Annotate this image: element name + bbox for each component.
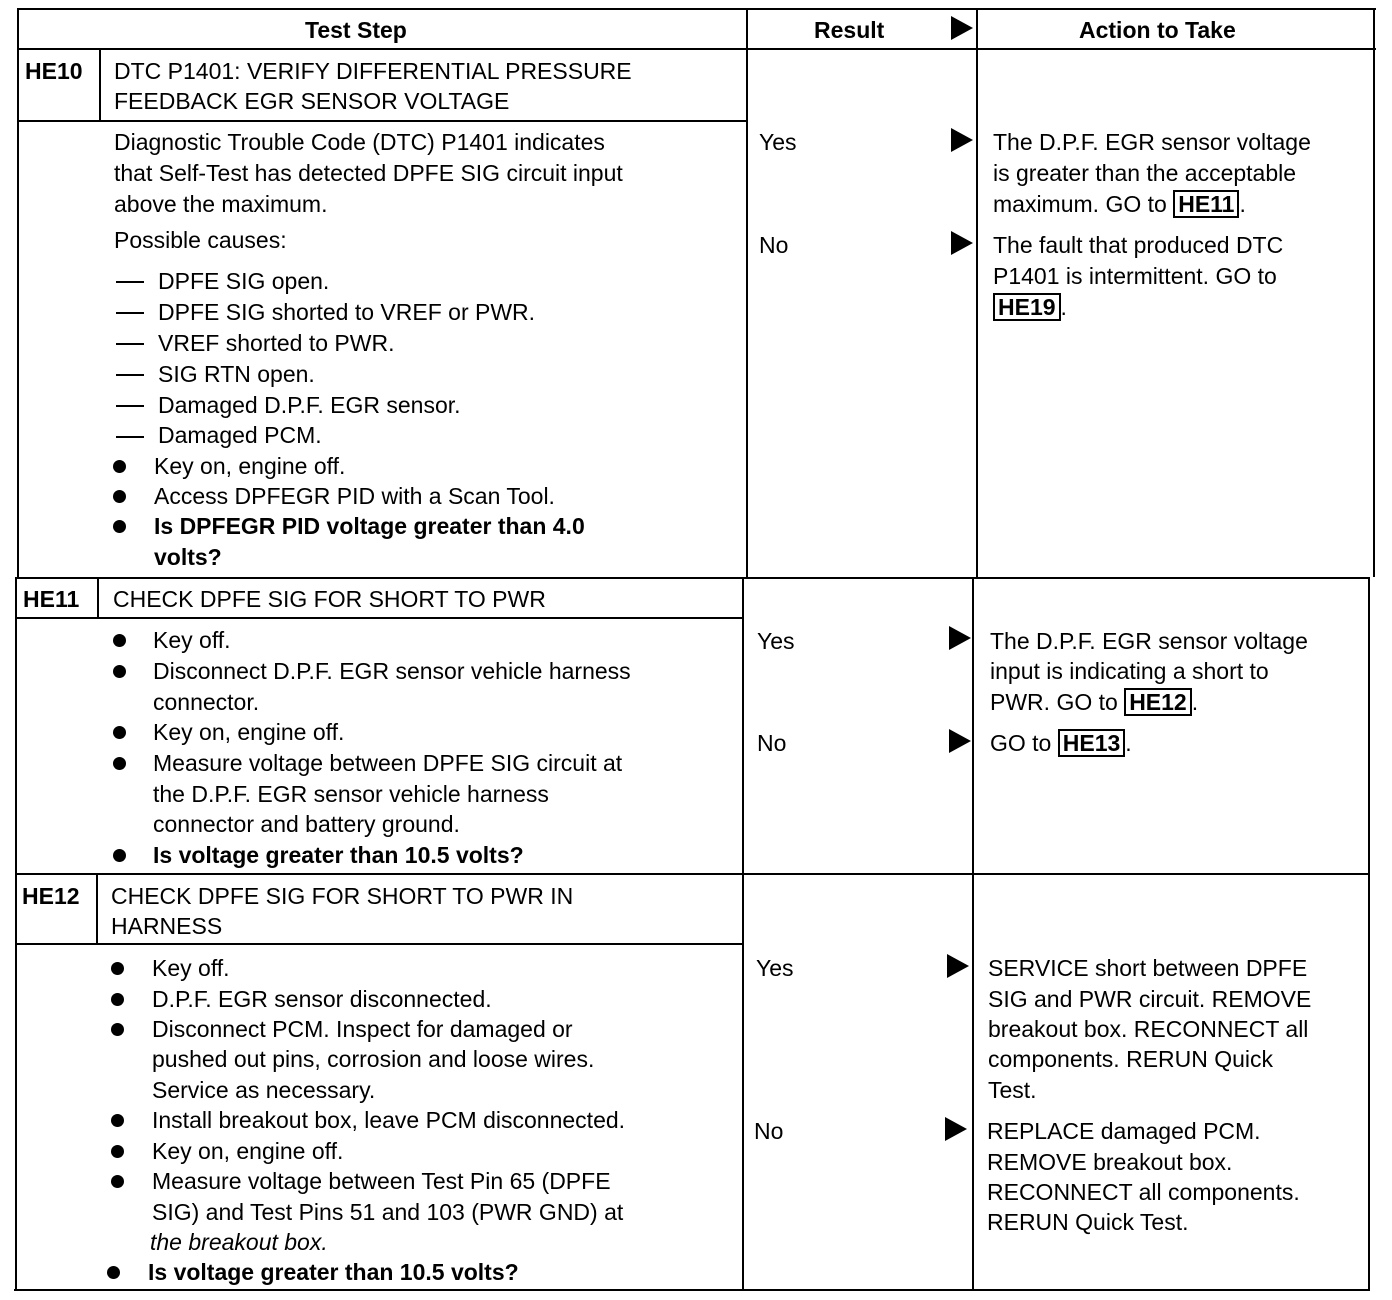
bullet-icon — [111, 1023, 124, 1036]
he11-title-rule — [15, 617, 743, 619]
question-text: Is voltage greater than 10.5 volts? — [153, 842, 524, 868]
step-intro: that Self-Test has detected DPFE SIG circuit input — [114, 160, 623, 186]
step-id: HE12 — [22, 883, 80, 909]
bullet-icon — [113, 520, 126, 533]
bullet-icon — [113, 490, 126, 503]
question-text: Is DPFEGR PID voltage greater than 4.0 — [154, 513, 585, 539]
goto-ref-he12[interactable]: HE12 — [1124, 688, 1192, 716]
step-intro: above the maximum. — [114, 191, 328, 217]
bullet-text: Key on, engine off. — [154, 453, 346, 479]
he11-top-rule — [15, 577, 1370, 579]
arrow-right-icon — [949, 626, 971, 650]
goto-ref-he11[interactable]: HE11 — [1173, 190, 1239, 218]
he10-title-rule — [18, 120, 746, 122]
bullet-icon — [111, 993, 124, 1006]
cause-item: Damaged PCM. — [158, 422, 322, 448]
action-goto-text: maximum. GO to — [993, 191, 1167, 217]
header-action: Action to Take — [1079, 17, 1236, 43]
arrow-right-icon — [951, 231, 973, 255]
dash-icon — [116, 436, 144, 438]
cause-item: DPFE SIG shorted to VREF or PWR. — [158, 299, 536, 325]
action-text: The fault that produced DTC — [993, 232, 1284, 258]
bullet-icon — [113, 757, 126, 770]
bullet-icon — [113, 665, 126, 678]
bullet-icon — [111, 962, 124, 975]
action-goto-text: PWR. GO to — [990, 689, 1118, 715]
bullet-text: the breakout box. — [150, 1229, 328, 1255]
dash-icon — [116, 281, 144, 283]
action-text: REMOVE breakout box. — [987, 1149, 1233, 1175]
action-text: input is indicating a short to — [990, 658, 1269, 684]
dash-icon — [116, 405, 144, 407]
question-text: Is voltage greater than 10.5 volts? — [148, 1259, 519, 1285]
bullet-icon — [111, 1145, 124, 1158]
header-rule — [18, 48, 1376, 50]
result-yes: Yes — [757, 628, 795, 654]
step-intro: Diagnostic Trouble Code (DTC) P1401 indicates — [114, 129, 605, 155]
rule-bottom — [14, 1289, 1368, 1291]
action-text: REPLACE damaged PCM. — [987, 1118, 1261, 1144]
col-divider-2b — [972, 577, 974, 1291]
cause-item: SIG RTN open. — [158, 361, 315, 387]
step-title: FEEDBACK EGR SENSOR VOLTAGE — [114, 88, 510, 114]
header-arrow-icon — [951, 16, 973, 40]
action-text: RECONNECT all components. — [987, 1179, 1300, 1205]
action-text: breakout box. RECONNECT all — [988, 1016, 1309, 1042]
result-yes: Yes — [756, 955, 794, 981]
bullet-text: Key on, engine off. — [153, 719, 345, 745]
step-title: CHECK DPFE SIG FOR SHORT TO PWR IN — [111, 883, 574, 909]
result-no: No — [754, 1118, 784, 1144]
cause-item: DPFE SIG open. — [158, 268, 330, 294]
result-no: No — [759, 232, 789, 258]
action-text: SERVICE short between DPFE — [988, 955, 1308, 981]
he11-id-divider — [97, 577, 99, 618]
bullet-text: Disconnect PCM. Inspect for damaged or — [152, 1016, 573, 1042]
cause-item: VREF shorted to PWR. — [158, 330, 395, 356]
dash-icon — [116, 374, 144, 376]
action-text: SIG and PWR circuit. REMOVE — [988, 986, 1312, 1012]
bullet-text: Measure voltage between DPFE SIG circuit at — [153, 750, 623, 776]
bullet-text: Measure voltage between Test Pin 65 (DPFE — [152, 1168, 611, 1194]
he12-top-rule — [15, 873, 1370, 875]
goto-ref-he13[interactable]: HE13 — [1058, 729, 1126, 757]
rule-top — [18, 8, 1376, 10]
bullet-icon — [111, 1114, 124, 1127]
goto-ref-he19[interactable]: HE19 — [993, 293, 1061, 321]
question-text: volts? — [154, 544, 222, 570]
bullet-icon — [113, 849, 126, 862]
bullet-text: connector and battery ground. — [153, 811, 460, 837]
bullet-icon — [111, 1175, 124, 1188]
rule-left — [17, 8, 19, 577]
bullet-icon — [113, 460, 126, 473]
col-divider-1 — [746, 8, 748, 577]
step-id: HE10 — [25, 58, 83, 84]
he12-title-rule — [15, 943, 743, 945]
arrow-right-icon — [947, 954, 969, 978]
rule-right — [1373, 8, 1375, 577]
action-text: RERUN Quick Test. — [987, 1209, 1189, 1235]
bullet-icon — [113, 634, 126, 647]
col-divider-2 — [976, 8, 978, 577]
he12-id-divider — [96, 873, 98, 944]
arrow-right-icon — [949, 729, 971, 753]
action-text: components. RERUN Quick — [988, 1046, 1274, 1072]
header-result: Result — [814, 17, 885, 43]
action-text: P1401 is intermittent. GO to — [993, 263, 1277, 289]
action-text: The D.P.F. EGR sensor voltage — [990, 628, 1308, 654]
step-id: HE11 — [23, 586, 80, 612]
dash-icon — [116, 312, 144, 314]
dash-icon — [116, 343, 144, 345]
action-text: GO to HE13 . — [990, 730, 1132, 756]
result-yes: Yes — [759, 129, 797, 155]
bullet-text: Disconnect D.P.F. EGR sensor vehicle harness — [153, 658, 631, 684]
bullet-text: D.P.F. EGR sensor disconnected. — [152, 986, 492, 1012]
action-text: maximum. GO to HE11 . — [993, 191, 1246, 217]
bullet-text: connector. — [153, 689, 260, 715]
action-goto-text: GO to — [990, 730, 1052, 756]
result-no: No — [757, 730, 787, 756]
col-divider-1b — [742, 577, 744, 1291]
bullet-text: pushed out pins, corrosion and loose wires. — [152, 1046, 595, 1072]
bullet-text: Key off. — [152, 955, 230, 981]
rule-left-2 — [15, 577, 17, 1291]
step-title: CHECK DPFE SIG FOR SHORT TO PWR — [113, 586, 546, 612]
action-text: is greater than the acceptable — [993, 160, 1297, 186]
bullet-text: Install breakout box, leave PCM disconnected. — [152, 1107, 626, 1133]
bullet-text: Access DPFEGR PID with a Scan Tool. — [154, 483, 555, 509]
header-test-step: Test Step — [305, 17, 407, 43]
arrow-right-icon — [951, 128, 973, 152]
step-title: DTC P1401: VERIFY DIFFERENTIAL PRESSURE — [114, 58, 632, 84]
cause-item: Damaged D.P.F. EGR sensor. — [158, 392, 461, 418]
action-text: HE19 . — [993, 292, 1067, 322]
bullet-text: SIG) and Test Pins 51 and 103 (PWR GND) at — [152, 1199, 624, 1225]
bullet-text: Service as necessary. — [152, 1077, 376, 1103]
action-text: Test. — [988, 1077, 1037, 1103]
step-title: HARNESS — [111, 913, 223, 939]
bullet-icon — [107, 1266, 120, 1279]
action-text: The D.P.F. EGR sensor voltage — [993, 129, 1311, 155]
he10-id-divider — [99, 48, 101, 121]
bullet-icon — [113, 726, 126, 739]
action-text: PWR. GO to HE12 . — [990, 689, 1199, 715]
bullet-text: the D.P.F. EGR sensor vehicle harness — [153, 781, 549, 807]
arrow-right-icon — [945, 1117, 967, 1141]
rule-right-2 — [1368, 577, 1370, 1291]
bullet-text: Key on, engine off. — [152, 1138, 344, 1164]
bullet-text: Key off. — [153, 627, 231, 653]
possible-causes-label: Possible causes: — [114, 227, 287, 253]
